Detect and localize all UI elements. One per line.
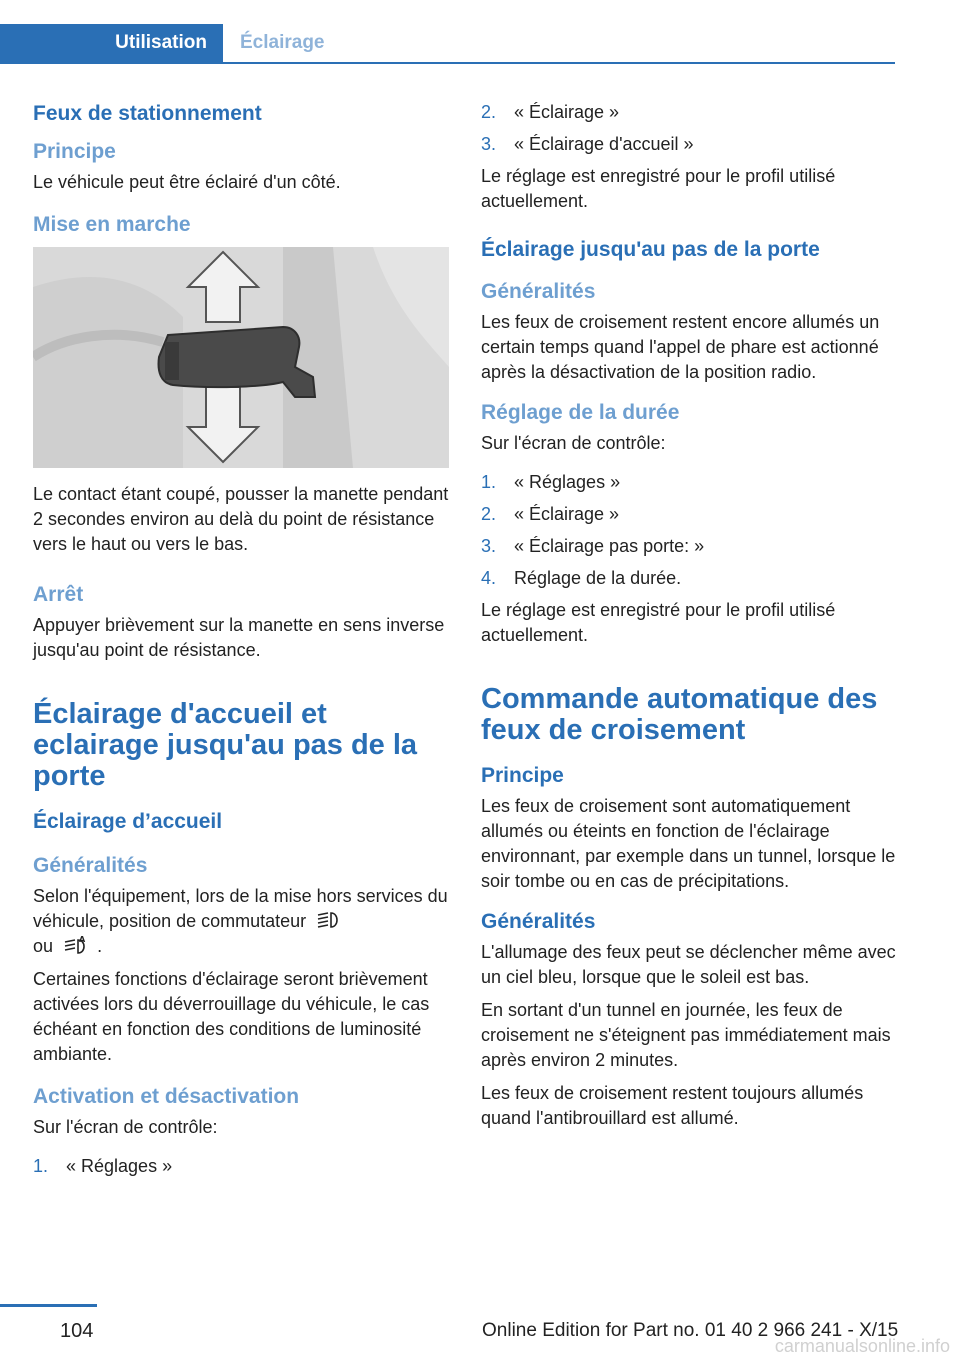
steps-reglage-duree: [481, 470, 897, 591]
list-item: [481, 502, 897, 527]
paragraph-generalites-auto-1: L'allumage des feux peut se déclencher même avec un ciel bleu, lorsque que le soleil est bas.: [481, 942, 896, 987]
svg-text:A: A: [79, 935, 86, 944]
step-number: 3.: [481, 134, 497, 154]
step-text: « Réglages »: [66, 1156, 173, 1176]
paragraph-saved-1: Le réglage est enregistré pour le profil utilisé actuellement.: [481, 166, 836, 211]
step-text: Réglage de la durée.: [514, 568, 682, 588]
step-number: 3.: [481, 536, 497, 556]
paragraph-mise-en-marche: Le contact étant coupé, pousser la manette pendant 2 secondes environ au delà du point de résistance vers le haut ou vers le bas.: [33, 484, 449, 554]
section-title-welcome-lighting: Éclairage d'accueil et eclairage jusqu'au pas de la porte: [33, 698, 418, 792]
paragraph-arret: Appuyer brièvement sur la manette en sens inverse jusqu'au point de résistance.: [33, 615, 445, 660]
page-header: [0, 24, 895, 64]
subsection-title-door-lighting: Éclairage jusqu'au pas de la porte: [481, 238, 820, 261]
heading-mise-en-marche: Mise en marche: [33, 213, 191, 236]
paragraph-generalites-2: Certaines fonctions d'éclairage seront brièvement activées lors du déverrouillage du véhicule, le cas échéant en fonction des conditions de luminosité ambiante.: [33, 969, 430, 1064]
left-column: [33, 100, 449, 1186]
heading-generalites: Généralités: [33, 854, 148, 877]
step-text: « Éclairage »: [514, 504, 620, 524]
step-number: 2.: [481, 504, 497, 524]
section-title-parking-lights: Feux de stationnement: [33, 102, 262, 125]
heading-activation: Activation et désactivation: [33, 1085, 300, 1108]
header-tab-utilisation: Utilisation: [0, 24, 223, 62]
list-item: [481, 566, 897, 591]
heading-generalites-door: Généralités: [481, 280, 596, 303]
step-text: « Réglages »: [514, 472, 621, 492]
paragraph-generalites-1b: ou: [33, 936, 54, 956]
page-number: 104: [60, 1320, 94, 1342]
steps-welcome-continued: [481, 100, 897, 157]
step-number: 4.: [481, 568, 497, 588]
step-number: 1.: [33, 1156, 49, 1176]
list-item: [481, 132, 897, 157]
paragraph-generalites-auto-2: En sortant d'un tunnel en journée, les feux de croisement ne s'éteignent pas immédiatement mais après environ 2 minutes.: [481, 1000, 891, 1070]
paragraph-generalites-auto-3: Les feux de croisement restent toujours allumés quand l'antibrouillard est allumé.: [481, 1083, 864, 1128]
heading-generalites-auto: Généralités: [481, 910, 596, 933]
list-item: [481, 100, 897, 125]
heading-principe: Principe: [33, 140, 116, 163]
paragraph-generalites-1: [33, 884, 449, 959]
header-tab-eclairage: Éclairage: [240, 32, 325, 53]
turn-signal-stalk-illustration: [33, 247, 449, 468]
paragraph-principe-auto: Les feux de croisement sont automatiquement allumés ou éteints en fonction de l'éclairage environnant, par exemple dans un tunnel, lorsque le soir tombe ou en cas de précipitations.: [481, 796, 896, 891]
paragraph-principe: Le véhicule peut être éclairé d'un côté.: [33, 172, 341, 192]
footer-rule: [0, 1304, 97, 1307]
step-number: 2.: [481, 102, 497, 122]
subsection-title-welcome-lighting: Éclairage d’accueil: [33, 810, 223, 833]
paragraph-reglage-duree: Sur l'écran de contrôle:: [481, 433, 666, 453]
section-title-auto-low-beam: Commande automatique des feux de croisement: [481, 683, 878, 746]
list-item: [481, 470, 897, 495]
paragraph-saved-2: Le réglage est enregistré pour le profil utilisé actuellement.: [481, 600, 836, 645]
heading-principe-auto: Principe: [481, 764, 564, 787]
automatic-headlight-icon: [62, 935, 88, 955]
step-text: « Éclairage d'accueil »: [514, 134, 694, 154]
step-number: 1.: [481, 472, 497, 492]
heading-arret: Arrêt: [33, 583, 84, 606]
heading-reglage-duree: Réglage de la durée: [481, 401, 680, 424]
steps-activation: [33, 1154, 449, 1179]
paragraph-generalites-door: Les feux de croisement restent encore allumés un certain temps quand l'appel de phare est actionné après la désactivation de la position radio.: [481, 312, 880, 382]
edition-note: Online Edition for Part no. 01 40 2 966 241 - X/15: [482, 1320, 899, 1341]
right-column: [481, 100, 897, 1139]
low-beam-icon: [315, 910, 341, 930]
watermark: carmanualsonline.info: [774, 1336, 950, 1356]
step-text: « Éclairage »: [514, 102, 620, 122]
paragraph-generalites-1c: .: [97, 936, 103, 956]
paragraph-generalites-1a: Selon l'équipement, lors de la mise hors services du véhicule, position de commutateur: [33, 886, 448, 931]
step-text: « Éclairage pas porte: »: [514, 536, 705, 556]
list-item: [33, 1154, 449, 1179]
list-item: [481, 534, 897, 559]
paragraph-activation: Sur l'écran de contrôle:: [33, 1117, 218, 1137]
